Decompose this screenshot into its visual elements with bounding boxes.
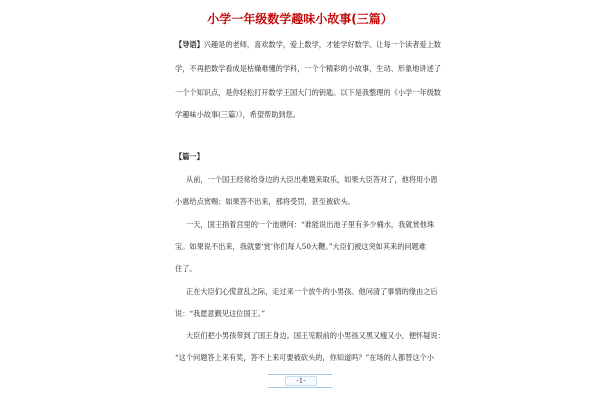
intro-paragraph-line [175,40,441,50]
story-line: 住了。 [175,264,197,273]
intro-text: 兴趣是的老师，喜欢数学，爱上数学，才能学好数学。让每一个读者爱上数 [203,40,441,49]
intro-paragraph-line: 学，不再把数学看成是枯燥难懂的学科，一个个精彩的小故事，生动、形象地讲述了 [175,64,441,73]
page-number: -1- [285,376,317,386]
story-line: 一天，国王指着宫里的一个池塘问：“谁能说出池子里有多少桶水，我就赏他珠 [186,220,435,229]
story-line: 宝。如果说不出来，我就要‘赏’你们每人50大鞭。”大臣们被这突如其来的问题难 [175,242,426,251]
story-line: 正在大臣们心慌意乱之际，走过来一个放牛的小男孩。他问清了事情的缘由之后 [186,287,438,296]
section-heading: 【篇一】 [175,152,204,161]
intro-paragraph-line: 学趣味小故事(三篇）》，希望帮助到您。 [175,110,300,119]
story-line: 小惠给点赏赐；如果答不出来，那将受罚，甚至被砍头。 [175,197,355,206]
intro-label: 【导语】 [175,40,204,49]
story-line: 大臣们把小男孩带到了国王身边。国王见眼前的小男孩又黑又瘦又小，便怀疑说： [186,331,445,340]
story-line: 说：“我愿意觐见这位国王。” [175,309,266,318]
document-title: 小学一年级数学趣味小故事(三篇） [207,12,393,26]
intro-paragraph-line: 一个个知识点，是你轻松打开数学王国大门的钥匙。以下是我整理的《小学一年级数 [175,88,441,97]
story-line: 从前，一个国王经常给身边的大臣出难题来取乐，如果大臣答对了，他将用小恩 [186,175,438,184]
story-line: “这个问题答上来有奖，答不上来可要被砍头的，你知道吗？”在场的人都替这个小 [175,353,434,362]
